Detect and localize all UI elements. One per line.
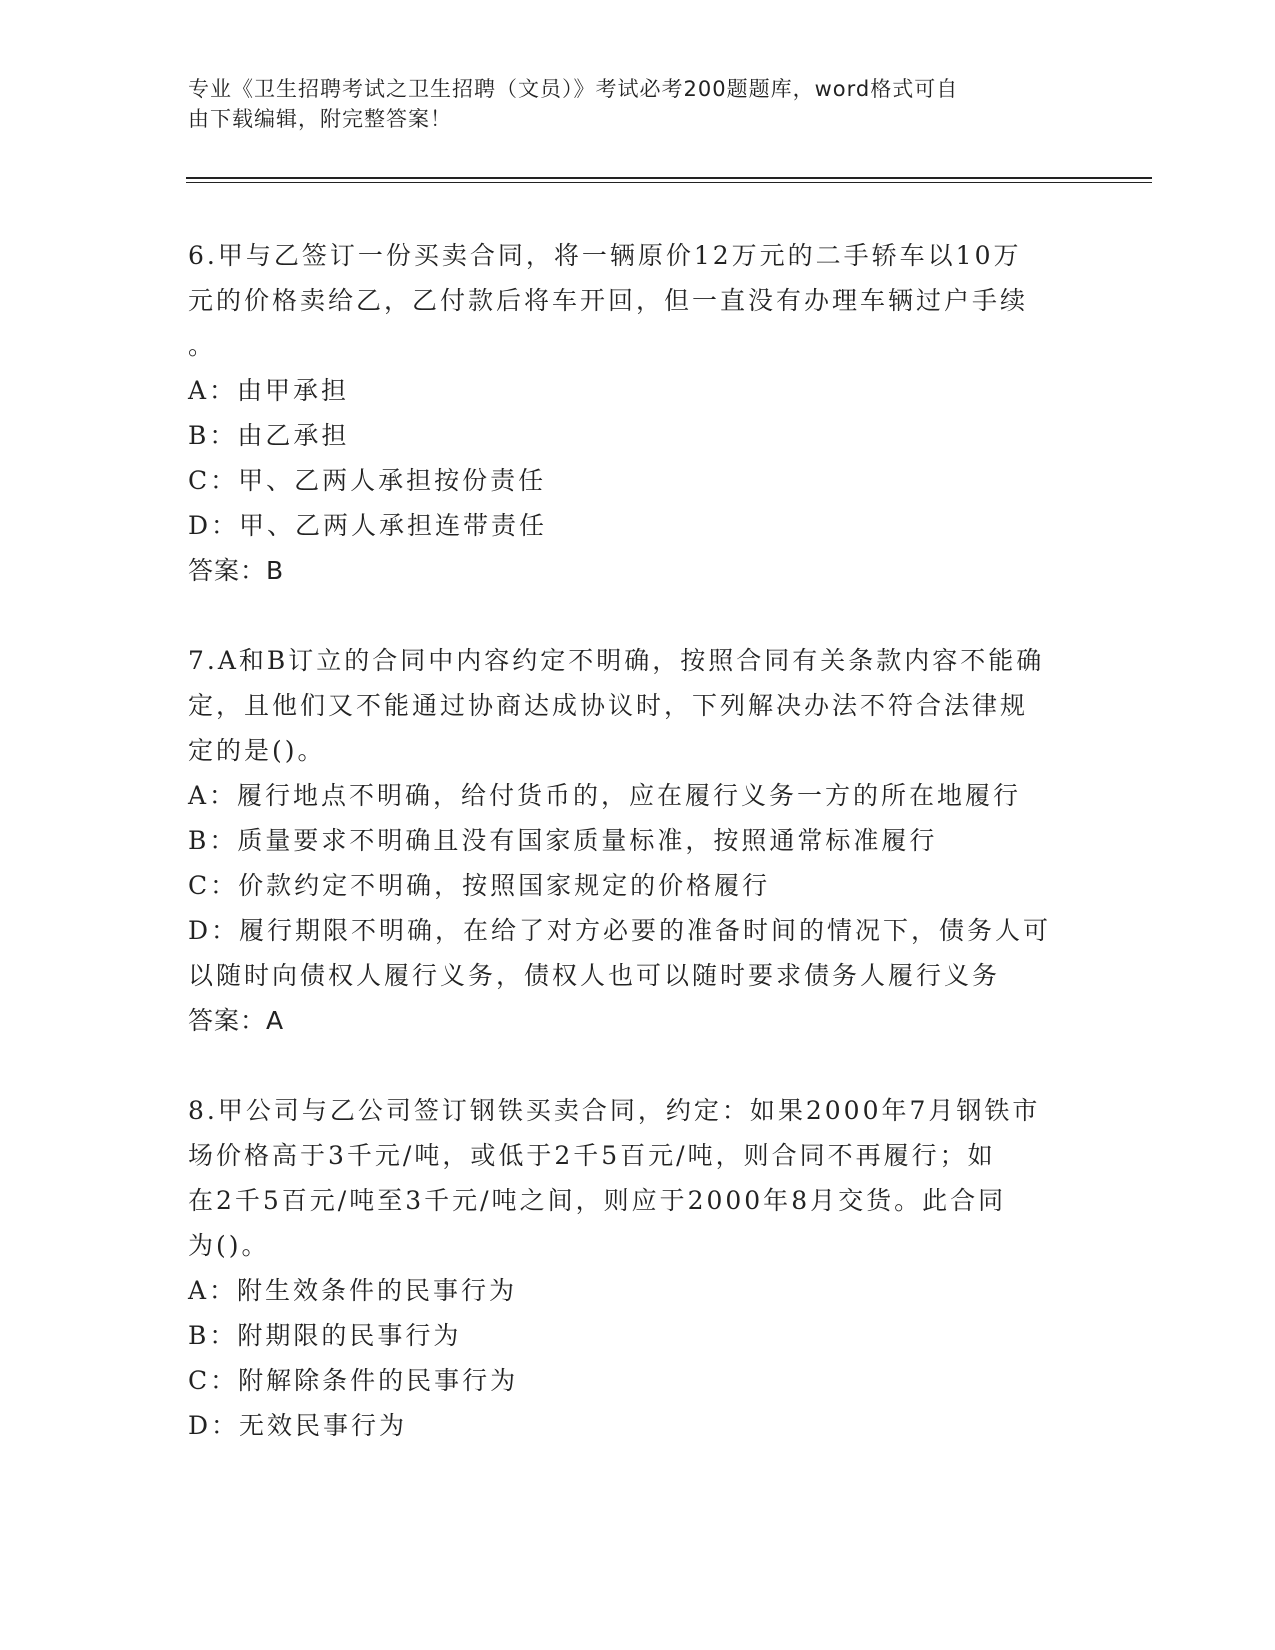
question-stem-line: 在2千5百元/吨至3千元/吨之间，则应于2000年8月交货。此合同 [188,1186,1007,1215]
option-b: B：由乙承担 [188,421,350,450]
option-c: C：甲、乙两人承担按份责任 [188,466,547,495]
question-7 [188,638,1088,1043]
header-divider [186,177,1152,179]
document-header [188,74,1068,134]
question-stem-line: 定，且他们又不能通过协商达成协议时，下列解决办法不符合法律规 [188,691,1029,720]
option-b: B：质量要求不明确且没有国家质量标准，按照通常标准履行 [188,826,938,855]
answer-label: 答案：B [188,556,285,585]
question-stem-line: 7.A和B订立的合同中内容约定不明确，按照合同有关条款内容不能确 [188,646,1045,675]
question-8 [188,1088,1088,1448]
option-d-continued: 以随时向债权人履行义务，债权人也可以随时要求债务人履行义务 [188,961,1001,990]
option-c: C：附解除条件的民事行为 [188,1366,519,1395]
question-stem-line: 6.甲与乙签订一份买卖合同，将一辆原价12万元的二手轿车以10万 [188,241,1022,270]
question-stem-line: 。 [188,331,217,360]
option-d: D：甲、乙两人承担连带责任 [188,511,548,540]
answer-label: 答案：A [188,1006,285,1035]
question-list [188,233,1088,1493]
question-stem-line: 定的是()。 [188,736,326,765]
header-divider-thin [186,182,1152,183]
question-stem-line: 为()。 [188,1231,270,1260]
option-a: A：履行地点不明确，给付货币的，应在履行义务一方的所在地履行 [188,781,1022,810]
question-6 [188,233,1088,593]
question-stem-line: 元的价格卖给乙，乙付款后将车开回，但一直没有办理车辆过户手续 [188,286,1029,315]
option-d: D：无效民事行为 [188,1411,408,1440]
header-line-2: 由下载编辑，附完整答案！ [188,107,452,131]
option-c: C：价款约定不明确，按照国家规定的价格履行 [188,871,771,900]
question-stem-line: 8.甲公司与乙公司签订钢铁买卖合同，约定：如果2000年7月钢铁市 [188,1096,1041,1125]
option-a: A：附生效条件的民事行为 [188,1276,518,1305]
option-a: A：由甲承担 [188,376,350,405]
option-d: D：履行期限不明确，在给了对方必要的准备时间的情况下，债务人可 [188,916,1052,945]
header-line-1: 专业《卫生招聘考试之卫生招聘（文员）》考试必考200题题库，word格式可自 [188,77,959,101]
option-b: B：附期限的民事行为 [188,1321,462,1350]
question-stem-line: 场价格高于3千元/吨，或低于2千5百元/吨，则合同不再履行；如 [188,1141,996,1170]
